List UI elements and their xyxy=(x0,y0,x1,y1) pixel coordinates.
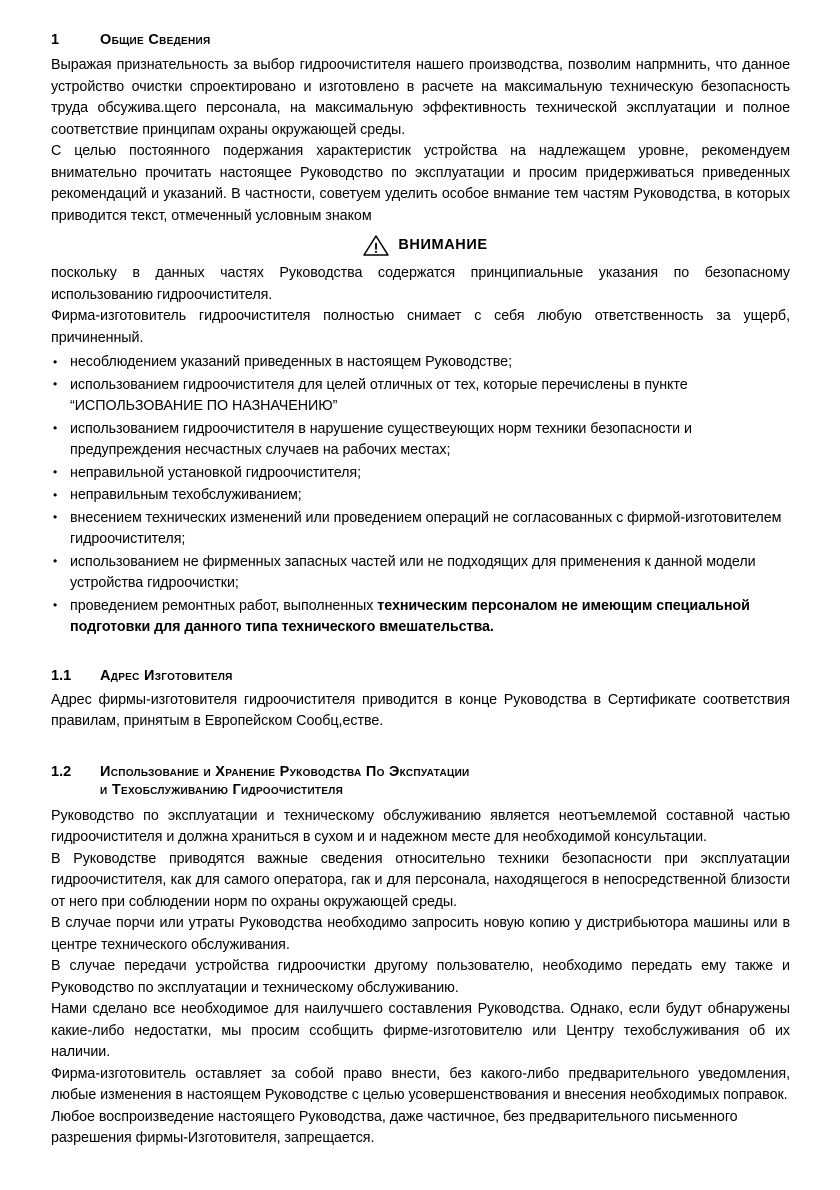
paragraph-1-2-5: Нами сделано все необходимое для наилучшего составления Руководства. Однако, если будут обнаружены какие-либо недостатки, мы просим ссобщить фирме-изготовителю или Центру техобслуживания об их наличии. xyxy=(51,1001,790,1060)
list-item-text: использованием не фирменных запасных частей или не подходящих для применения к данной модели устройства гидроочистки; xyxy=(70,553,756,591)
list-item xyxy=(51,485,790,507)
section-title-line-1: Использование и Хранение Руководства По Экспуатации xyxy=(100,763,470,780)
paragraph-1-3: поскольку в данных частях Руководства содержатся принципиальные указания по безопасному использованию гидроочистителя. xyxy=(51,265,790,303)
list-item-text: использованием гидроочистителя для целей отличных от тех, которые перечислены в пункте “ИСПОЛЬЗОВАНИЕ ПО НАЗНАЧЕНИЮ” xyxy=(70,376,688,414)
list-item xyxy=(51,596,790,639)
list-item xyxy=(51,508,790,551)
liability-exclusion-list xyxy=(51,352,790,639)
section-number: 1 xyxy=(51,32,60,48)
list-item xyxy=(51,375,790,418)
document-page xyxy=(51,31,790,1150)
list-item xyxy=(51,419,790,462)
paragraph-1-2-4: В случае передачи устройства гидроочистки другому пользователю, необходимо передать ему также и Руководство по эксплуатации и техническому обслуживанию. xyxy=(51,958,790,996)
list-item-text: использованием гидроочистителя в нарушение существеующих норм техники безопасности и предупреждения несчастных случаев на рабочих местах; xyxy=(70,420,692,458)
paragraph-1-2-1: Руководство по эксплуатации и техническому обслуживанию является неотъемлемой составной частью гидроочистителя и должна храниться в сухом и и надежном месте для необходимой консультации. xyxy=(51,807,790,845)
list-item xyxy=(51,352,790,374)
paragraph-1-2: С целью постоянного подержания характеристик устройства на надлежащем уровне, рекомендуем внимательно прочитать настоящее Руководство по эксплуатации и просим придерживаться приведенных рекомендаций и указаний. В частности, советуем уделить особое внмание тем частям Руководства, в которых приводится текст, отмеченный условным знаком xyxy=(51,143,790,224)
section-heading-1-2 xyxy=(51,763,790,799)
warning-triangle-icon xyxy=(363,234,389,256)
list-item-text: неправильной установкой гидроочистителя; xyxy=(70,464,362,481)
section-title: Адрес Изготовителя xyxy=(100,667,233,684)
section-title-line-2: и Техобслуживанию Гидроочистителя xyxy=(100,781,344,798)
section-heading-1 xyxy=(51,31,790,49)
list-item-text: неправильным техобслуживанием; xyxy=(70,487,302,503)
paragraph-1-2-2: В Руководстве приводятся важные сведения относительно техники безопасности при эксплуатации гидроочистителя, как для самого оператора, гак и для персонала, находящегося в непосредственной близости от него при соблюдении норм по охраны окружающей среды. xyxy=(51,850,790,910)
list-item-text: несоблюдением указаний приведенных в настоящем Руководстве; xyxy=(70,354,512,370)
list-item-emphasis: техническим персоналом не имеющим специальной подготовки для данного типа технического вмешательства. xyxy=(70,597,750,635)
paragraph-1-1-1: Адрес фирмы-изготовителя гидроочистителя приводится в конце Руководства в Сертификате соответствия правилам, принятым в Европейском Сообц,естве. xyxy=(51,691,790,729)
warning-label: ВНИМАНИЕ xyxy=(398,237,488,253)
paragraph-1-2-7: Любое воспроизведение настоящего Руководства, даже частичное, без предварительного письменного разрешения фирмы-Изготовителя, запрещается. xyxy=(51,1108,738,1146)
section-title: Общие Сведения xyxy=(100,32,211,48)
list-item-text: проведением ремонтных работ, выполненных xyxy=(70,597,378,614)
list-item xyxy=(51,463,790,485)
paragraph-1-2-3: В случае порчи или утраты Руководства необходимо запросить новую копию у дистрибьютора машины или в центре технического обслуживания. xyxy=(51,915,790,953)
list-item xyxy=(51,552,790,595)
section-heading-1-1 xyxy=(51,667,790,685)
paragraph-1-2-6: Фирма-изготовитель оставляет за собой право внести, без какого-либо предварительного уведомления, любые изменения в настоящем Руководстве с целью усовершенствования и внесения необходимых поправок. xyxy=(51,1065,790,1103)
section-title xyxy=(100,763,470,799)
section-number: 1.2 xyxy=(51,763,72,780)
paragraph-1-1: Выражая признательность за выбор гидроочистителя нашего производства, позволим напрмнить, что данное устройство очистки спроектировано и изготовлено в расчете на максимальную техническую безопасность труда обсужива.щего персонала, на максимальную эффективность технической эксплуатации и полное соответствие принципам охраны окружающей среды. xyxy=(51,57,790,138)
list-item-text: внесением технических изменений или проведением операций не согласованных с фирмой-изготовителем гидроочистителя; xyxy=(70,509,782,547)
section-number: 1.1 xyxy=(51,667,72,684)
warning-banner xyxy=(51,234,790,256)
paragraph-1-4: Фирма-изготовитель гидроочистителя полностью снимает с себя любую ответственность за ущерб, причиненный. xyxy=(51,308,790,346)
